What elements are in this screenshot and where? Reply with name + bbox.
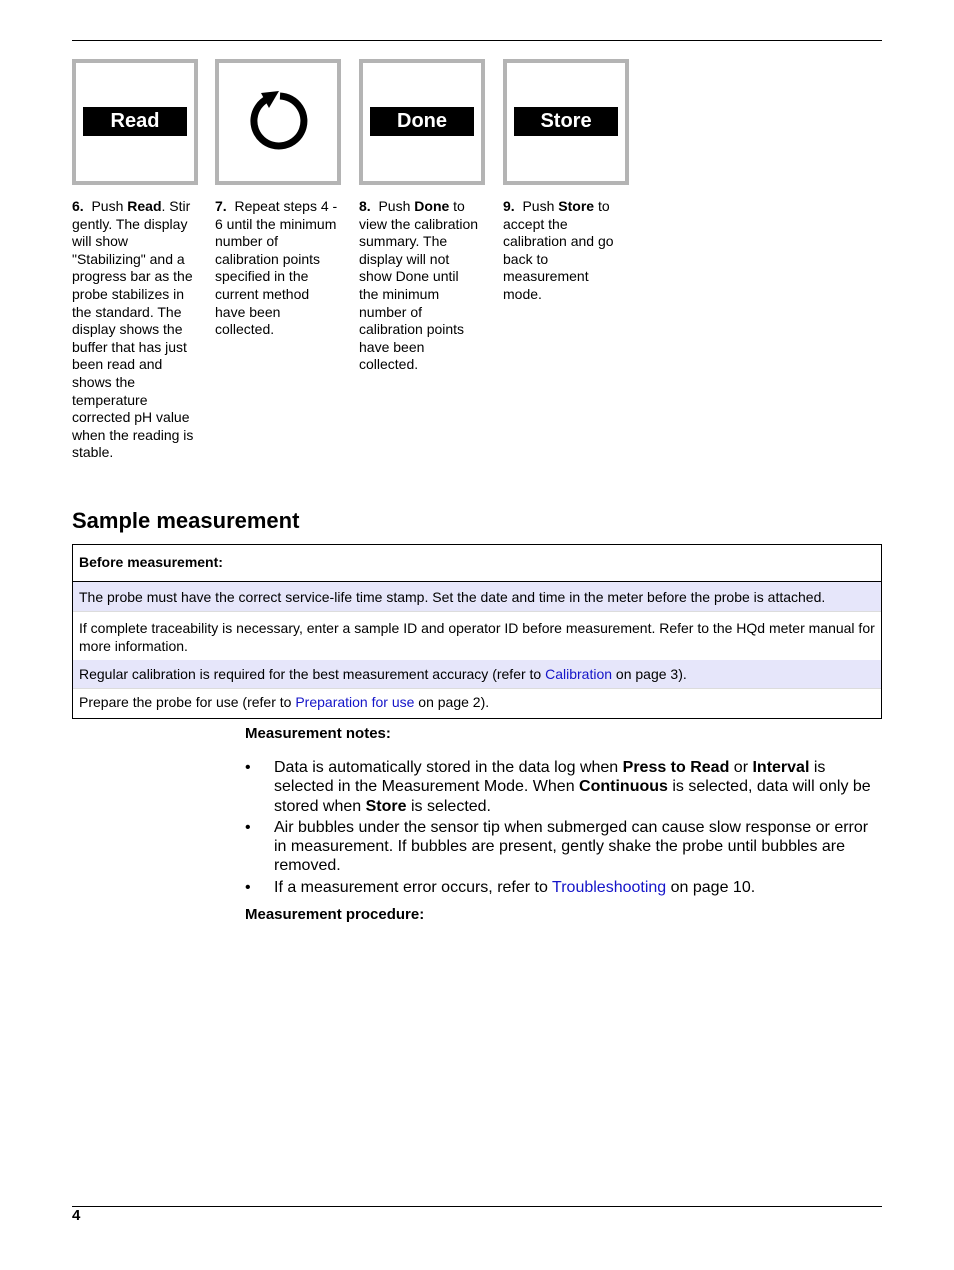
row-text: on page 2). bbox=[414, 694, 490, 710]
list-item bbox=[245, 818, 882, 876]
step-text-pre: Push bbox=[378, 198, 415, 214]
note-text: is selected. bbox=[406, 797, 491, 815]
bullet: • bbox=[245, 878, 251, 896]
store-key-image bbox=[503, 59, 629, 185]
preparation-link[interactable]: Preparation for use bbox=[295, 694, 415, 710]
bullet: • bbox=[245, 759, 251, 776]
note-bold: Interval bbox=[752, 759, 810, 776]
procedure-label: Measurement procedure: bbox=[245, 906, 425, 923]
step-text-pre: Push bbox=[522, 198, 559, 214]
read-key-label: Read bbox=[83, 107, 187, 136]
done-key-label: Done bbox=[370, 107, 474, 136]
note-bold: Continuous bbox=[579, 778, 668, 796]
refresh-icon bbox=[249, 91, 311, 153]
step-text-bold: Done bbox=[414, 198, 450, 214]
row-text: on page 3). bbox=[612, 666, 687, 682]
note-bold: Press to Read bbox=[622, 759, 730, 776]
step-8-text bbox=[359, 198, 479, 374]
note-text: Data is automatically stored in the data log when bbox=[274, 759, 623, 776]
note-text: on page 10. bbox=[666, 878, 756, 896]
footer-rule bbox=[72, 1206, 882, 1207]
table-row bbox=[73, 688, 881, 718]
step-text-post: . Stir gently. The display will show "Stabilizing" and a progress bar as the probe stabilizes in the standard. The display shows the buffer that has just been read and shows the temperature corrected pH value when the reading is stable. bbox=[72, 198, 194, 461]
step-text-post: to accept the calibration and go back to measurement mode. bbox=[503, 198, 614, 302]
table-row: If complete traceability is necessary, enter a sample ID and operator ID before measurement. Refer to the HQd meter manual for more information. bbox=[73, 611, 881, 660]
calibration-link[interactable]: Calibration bbox=[545, 666, 613, 682]
step-number: 6. bbox=[72, 198, 84, 214]
notes-list bbox=[245, 758, 882, 897]
measurement-notes bbox=[245, 725, 882, 899]
refresh-key-image bbox=[215, 59, 341, 185]
step-number: 9. bbox=[503, 198, 515, 214]
notes-label: Measurement notes: bbox=[245, 725, 391, 742]
section-title: Sample measurement bbox=[72, 508, 300, 533]
page-number: 4 bbox=[72, 1207, 81, 1224]
table-heading: Before measurement: bbox=[73, 545, 881, 582]
header-rule bbox=[72, 40, 882, 41]
table-row: The probe must have the correct service-life time stamp. Set the date and time in the meter before the probe is attached. bbox=[73, 582, 881, 611]
step-number: 8. bbox=[359, 198, 371, 214]
table-row bbox=[73, 660, 881, 688]
step-7-text bbox=[215, 198, 343, 339]
step-text-pre: Repeat steps 4 - 6 until the minimum number of calibration points specified in the current method have been collected. bbox=[215, 198, 338, 338]
before-measurement-table bbox=[72, 544, 882, 719]
store-key-label: Store bbox=[514, 107, 618, 136]
row-text: Regular calibration is required for the best measurement accuracy (refer to bbox=[79, 666, 546, 682]
note-bold: Store bbox=[365, 797, 407, 815]
note-text: Air bubbles under the sensor tip when submerged can cause slow response or error in measurement. If bubbles are present, gently shake the probe until bubbles are removed. bbox=[274, 818, 869, 875]
step-number: 7. bbox=[215, 198, 227, 214]
row-text: Prepare the probe for use (refer to bbox=[79, 694, 296, 710]
list-item bbox=[245, 758, 882, 816]
note-text: is selected, data will only be stored when bbox=[274, 778, 871, 815]
done-key-image bbox=[359, 59, 485, 185]
note-text: If a measurement error occurs, refer to bbox=[274, 878, 553, 896]
note-text: or bbox=[729, 759, 753, 776]
troubleshooting-link[interactable]: Troubleshooting bbox=[552, 878, 667, 896]
step-text-post: to view the calibration summary. The display will not show Done until the minimum number of calibration points have been collected. bbox=[359, 198, 479, 373]
step-6-text bbox=[72, 198, 200, 462]
step-text-bold: Store bbox=[558, 198, 595, 214]
step-9-text bbox=[503, 198, 625, 304]
step-text-pre: Push bbox=[91, 198, 128, 214]
note-text: is selected in the Measurement Mode. When bbox=[274, 759, 826, 796]
list-item bbox=[245, 878, 882, 897]
read-key-image bbox=[72, 59, 198, 185]
bullet: • bbox=[245, 818, 251, 836]
step-text-bold: Read bbox=[127, 198, 162, 214]
